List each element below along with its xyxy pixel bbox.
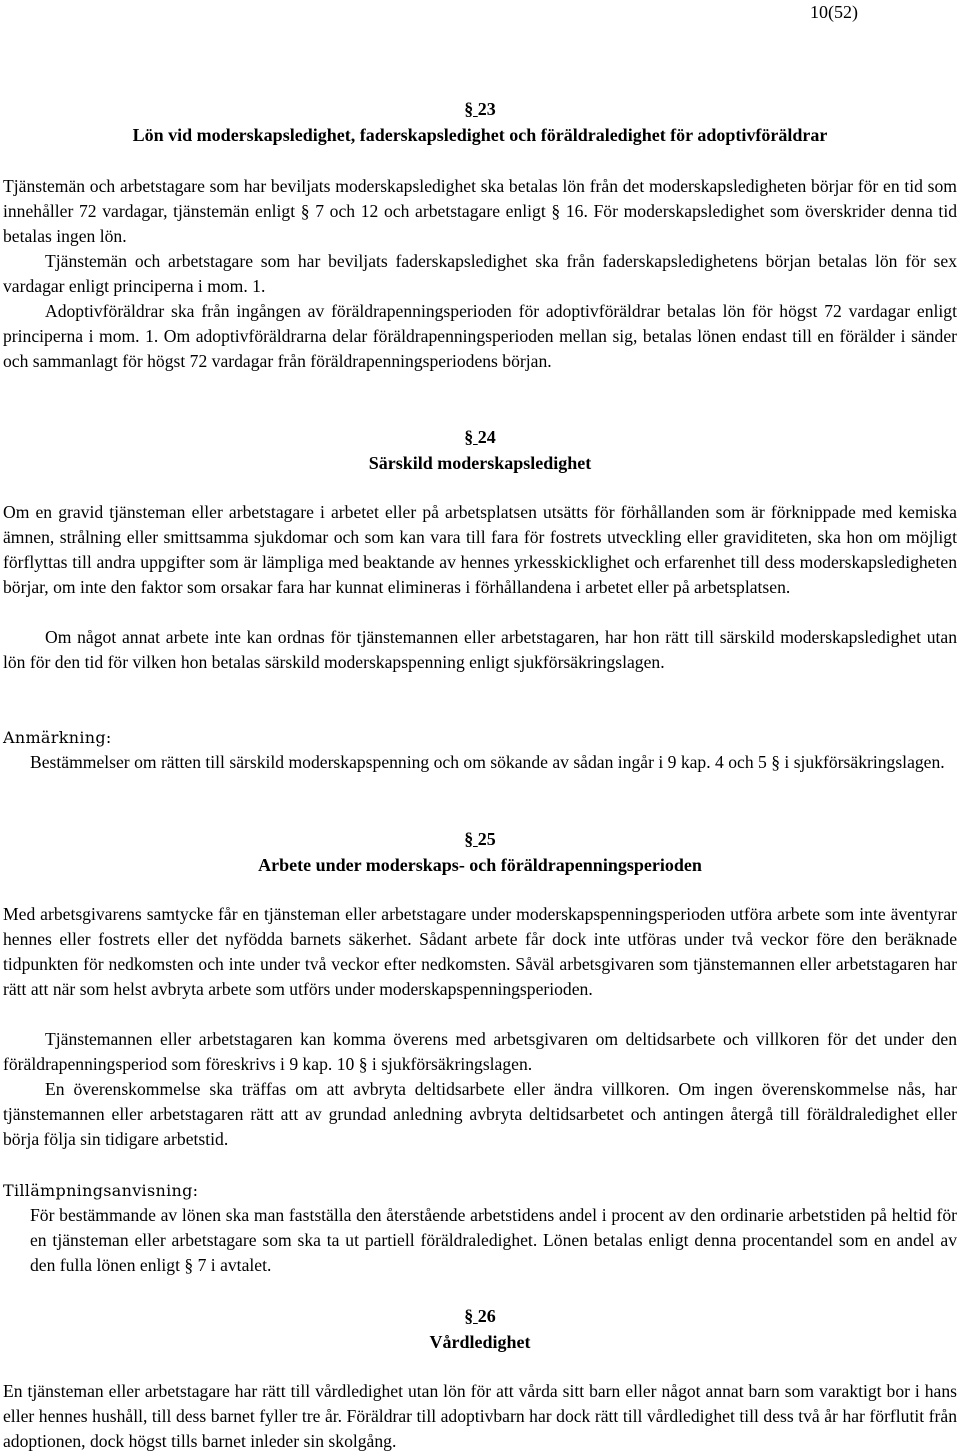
section-24-paragraph-1: Om en gravid tjänsteman eller arbetstagare i arbetet eller på arbetsplatsen utsätts för förhållanden som är förknippade med kemiska ämnen, strålning eller smittsamma sjukdomar och som kan vara till fara för fostrets utveckling eller graviditeten, ska hon om möjligt förflyttas till andra uppgifter som är lämpliga med beaktande av hennes yrkesskicklighet och erfarenhet till dess moderskapsledigheten börjar, om inte den faktor som orsakar fara har kunnat elimineras i förhållandena i arbetet eller på arbetsplatsen. [3, 502, 957, 597]
section-25-note-text: För bestämmande av lönen ska man fastställa den återstående arbetstidens andel i procent av den ordinarie arbetstiden på heltid för en tjänsteman eller arbetstagare som ska ta ut partiell föräldraledighet. Lönen betalas enligt denna procentandel som en andel av den fulla lönen enligt § 7 i avtalet. [30, 1205, 957, 1275]
section-26-heading [0, 1304, 960, 1356]
section-25-paragraph-2: Tjänstemannen eller arbetstagaren kan komma överens med arbetsgivaren om deltidsarbete och villkoren för det under den föräldrapenningsperiod som föreskrivs i 9 kap. 10 § i sjukförsäkringslagen. [3, 1029, 957, 1074]
section-23-paragraph-3: Adoptivföräldrar ska från ingången av föräldrapenningsperioden för adoptivföräldrar betalas lön för högst 72 vardagar enligt principerna i mom. 1. Om adoptivföräldrarna delar föräldrapenningsperioden mellan sig, betalas lönen endast till en förälder i sänder och sammanlagt för högst 72 vardagar från föräldrapenningsperiodens början. [3, 301, 957, 371]
section-title: Lön vid moderskapsledighet, faderskapsledighet och föräldraledighet för adoptivföräldrar [132, 125, 828, 145]
section-title: Vårdledighet [429, 1332, 531, 1352]
section-title: Särskild moderskapsledighet [368, 453, 592, 473]
section-25-heading [0, 827, 960, 879]
section-number: § 23 [0, 97, 960, 122]
section-number: § 26 [0, 1304, 960, 1329]
section-23-heading [0, 97, 960, 149]
section-25-paragraph-3: En överenskommelse ska träffas om att avbryta deltidsarbete eller ändra villkoren. Om ingen överenskommelse nås, har tjänstemannen eller arbetstagaren rätt att av grundad anledning avbryta deltidsarbetet och antingen återgå till föräldraledighet eller börja följa sin tidigare arbetstid. [3, 1079, 957, 1149]
section-24-note-label: Anmärkning: [3, 728, 112, 747]
section-title: Arbete under moderskaps- och föräldrapenningsperioden [258, 855, 702, 875]
section-24-paragraph-2: Om något annat arbete inte kan ordnas för tjänstemannen eller arbetstagaren, har hon rätt till särskild moderskapsledighet utan lön för den tid för vilken hon betalas särskild moderskapspenning enligt sjukförsäkringslagen. [3, 627, 957, 672]
section-23-paragraph-1: Tjänstemän och arbetstagare som har beviljats moderskapsledighet ska betalas lön från det moderskapsledigheten börjar för en tid som innehåller 72 vardagar, tjänstemän enligt § 7 och 12 och arbetstagare enligt § 16. För moderskapsledighet som överskrider denna tid betalas ingen lön. [3, 176, 957, 246]
section-26-paragraph-1: En tjänsteman eller arbetstagare har rätt till vårdledighet utan lön för att vårda sitt barn eller något annat barn som varaktigt bor i hans eller hennes hushåll, till dess barnet fyller tre år. Föräldrar till adoptivbarn har dock rätt till vårdledighet till dess två år har förflutit från adoptionen, dock högst tills barnet inleder sin skolgång. [3, 1381, 957, 1451]
section-25-paragraph-1: Med arbetsgivarens samtycke får en tjänsteman eller arbetstagare under moderskapspenningsperioden utföra arbete som inte äventyrar hennes eller fostrets eller det nyfödda barnets säkerhet. Sådant arbete får dock inte utföras under två veckor före den beräknade tidpunkten för nedkomsten och inte under två veckor efter nedkomsten. Såväl arbetsgivaren som tjänstemannen eller arbetstagaren har rätt att när som helst avbryta arbete som utförs under moderskapspenningsperioden. [3, 904, 957, 999]
section-number: § 25 [0, 827, 960, 852]
section-24-note-text: Bestämmelser om rätten till särskild moderskapspenning och om sökande av sådan ingår i 9 kap. 4 och 5 § i sjukförsäkringslagen. [30, 752, 945, 772]
section-25-note-label: Tillämpningsanvisning: [3, 1181, 199, 1200]
section-23-paragraph-2: Tjänstemän och arbetstagare som har beviljats faderskapsledighet ska från faderskapsledighetens början betalas lön för sex vardagar enligt principerna i mom. 1. [3, 251, 957, 296]
page-number: 10(52) [810, 2, 858, 22]
section-24-heading [0, 425, 960, 477]
section-number: § 24 [0, 425, 960, 450]
